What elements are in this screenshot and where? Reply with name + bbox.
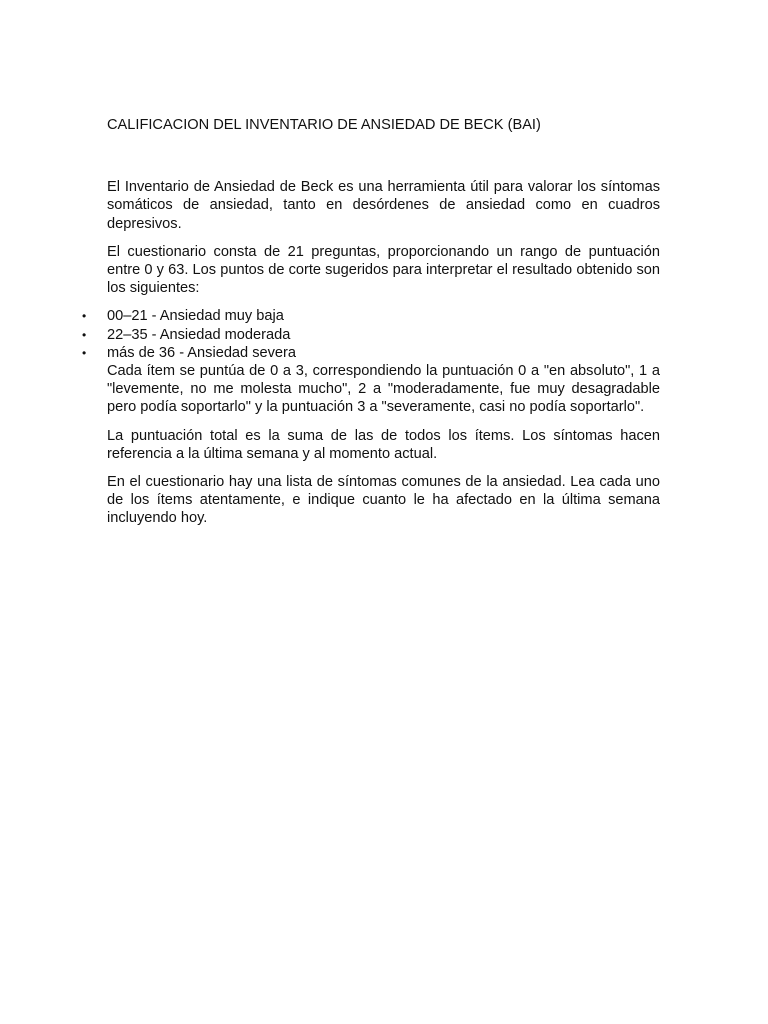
level-label: 22–35 - Ansiedad moderada (107, 326, 291, 343)
list-item (82, 344, 660, 362)
level-label: más de 36 - Ansiedad severa (107, 344, 297, 361)
intro-paragraph-1: El Inventario de Ansiedad de Beck es una herramienta útil para valorar los síntomas somáticos de ansiedad, tanto en desórdenes de ansiedad como en cuadros depresivos. (107, 179, 660, 232)
list-item (82, 326, 660, 344)
total-score-paragraph: La puntuación total es la suma de las de todos los ítems. Los síntomas hacen referencia a la última semana y al momento actual. (107, 427, 660, 462)
intro-paragraph-2: El cuestionario consta de 21 preguntas, proporcionando un rango de puntuación entre 0 y 63. Los puntos de corte sugeridos para interpretar el resultado obtenido son los siguientes: (107, 243, 660, 297)
bullet-icon: • (82, 309, 87, 324)
bullet-icon: • (82, 345, 87, 360)
scoring-paragraph: Cada ítem se puntúa de 0 a 3, correspondiendo la puntuación 0 a "en absoluto", 1 a "levemente, no me molesta mucho", 2 a "moderadamente, fue muy desagradable pero podía soportarlo" y la puntuación 3 a "severamente, casi no podía soportarlo". (107, 363, 660, 416)
instructions-paragraph: En el cuestionario hay una lista de síntomas comunes de la ansiedad. Lea cada uno de los ítems atentamente, e indique cuanto le ha afectado en la última semana incluyendo hoy. (107, 474, 660, 527)
anxiety-levels-list (82, 307, 660, 362)
document-title: CALIFICACION DEL INVENTARIO DE ANSIEDAD DE BECK (BAI) (107, 117, 541, 133)
level-label: 00–21 - Ansiedad muy baja (107, 308, 284, 325)
bullet-icon: • (82, 327, 87, 342)
list-item (82, 307, 660, 325)
document-body (82, 116, 660, 538)
